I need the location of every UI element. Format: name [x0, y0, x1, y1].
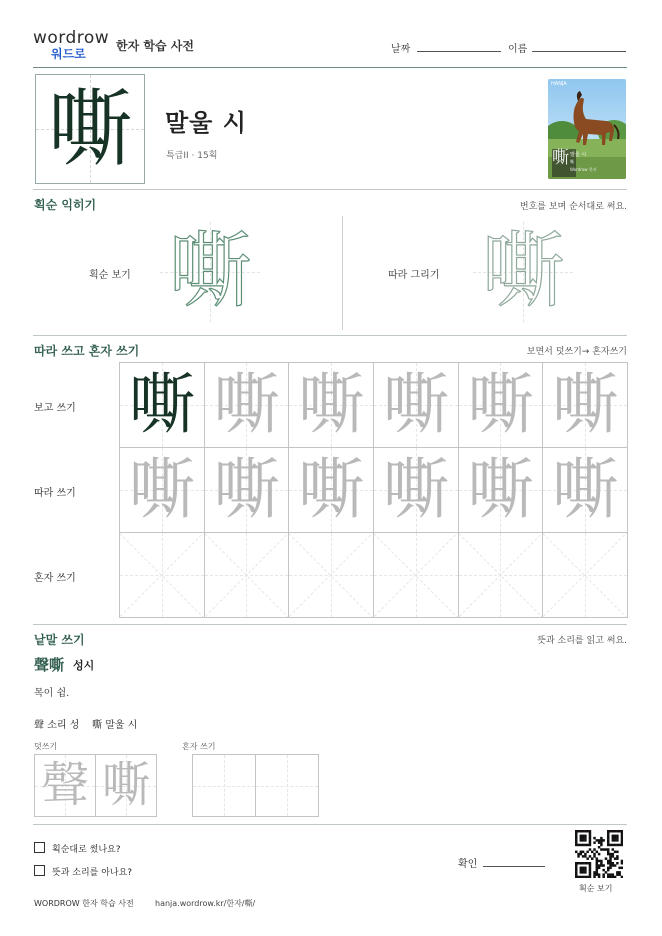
stroke-order-diagram [160, 222, 260, 322]
practice-grid[interactable] [119, 362, 628, 618]
footer-brand: WORDROW 한자 학습 사전 [34, 899, 134, 908]
stroke-section-instruction: 번호를 보며 순서대로 써요. [519, 202, 627, 212]
practice-cell[interactable] [459, 363, 544, 448]
section-divider [33, 624, 627, 625]
word-self-grid[interactable] [192, 754, 319, 817]
trace-hanja: 嘶 [382, 451, 449, 528]
poster-hanja: 嘶 [552, 148, 569, 168]
trace-draw-label: 따라 그리기 [388, 270, 440, 281]
practice-cell[interactable] [543, 363, 628, 448]
practice-cell[interactable] [459, 448, 544, 533]
trace-hanja: 嘶 [481, 224, 564, 319]
word-trace-grid[interactable] [34, 754, 157, 817]
word-meaning: 목이 쉼. [34, 688, 70, 699]
level-strokes: 특급II · 15획 [166, 151, 218, 161]
word-trace-hanja: 聲 [40, 757, 89, 813]
glyph-gloss: 말울 시 [105, 720, 138, 731]
practice-cell[interactable] [543, 448, 628, 533]
practice-cell[interactable] [374, 448, 459, 533]
practice-cell[interactable] [289, 363, 374, 448]
trace-hanja: 嘶 [213, 451, 280, 528]
guide-line [287, 755, 288, 816]
name-field[interactable] [532, 41, 626, 52]
glyph-char: 聲 [34, 720, 44, 731]
glyph-gloss: 소리 성 [47, 720, 80, 731]
logo-korean: 워드로 [51, 47, 86, 61]
practice-cell[interactable] [289, 533, 374, 618]
guide-line [224, 755, 225, 816]
trace-hanja: 嘶 [298, 366, 365, 443]
stroke-view-label: 획순 보기 [89, 270, 131, 281]
word-reading: 성시 [73, 659, 95, 672]
glyph-char: 嘶 [92, 720, 103, 731]
practice-cell[interactable] [374, 533, 459, 618]
trace-draw-area[interactable] [473, 222, 573, 322]
confirm-field[interactable] [483, 856, 545, 867]
stroke-order-hanja: 嘶 [168, 224, 251, 319]
qr-code[interactable] [575, 830, 623, 878]
wordrow-logo [33, 30, 113, 64]
check-label: 뜻과 소리를 아나요? [52, 868, 133, 878]
checkbox[interactable] [34, 842, 45, 853]
trace-hanja: 嘶 [552, 366, 619, 443]
section-divider [33, 189, 627, 190]
row-label-trace: 따라 쓰기 [34, 488, 76, 499]
trace-hanja: 嘶 [298, 451, 365, 528]
word-trace-cell[interactable] [35, 755, 96, 817]
practice-cell[interactable] [205, 448, 290, 533]
check-item-meaning[interactable] [34, 865, 132, 878]
practice-cell[interactable] [120, 448, 205, 533]
row-label-view: 보고 쓰기 [34, 403, 76, 414]
practice-cell[interactable] [543, 533, 628, 618]
trace-hanja: 嘶 [467, 451, 534, 528]
model-hanja: 嘶 [128, 366, 195, 443]
practice-cell[interactable] [205, 363, 290, 448]
horse-illustration [548, 79, 626, 179]
word-self-cell[interactable] [256, 755, 319, 817]
check-item-stroke[interactable] [34, 842, 121, 855]
practice-cell[interactable] [459, 533, 544, 618]
word-hanja: 聲嘶 [34, 656, 65, 674]
check-label: 획순대로 썼나요? [52, 845, 121, 855]
practice-cell[interactable] [374, 363, 459, 448]
trace-hanja: 嘶 [213, 366, 280, 443]
practice-cell[interactable] [205, 533, 290, 618]
meaning-sound: 말울 시 [165, 109, 247, 137]
section-divider [33, 824, 627, 825]
trace-hanja: 嘶 [467, 366, 534, 443]
poster-tag: HANJA [551, 81, 567, 87]
confirm-label: 확인 [458, 859, 478, 870]
header-divider [33, 67, 627, 68]
word-section-title: 낱말 쓰기 [34, 633, 85, 647]
section-divider [33, 335, 627, 336]
word-self-cell[interactable] [193, 755, 256, 817]
word-trace-cell[interactable] [96, 755, 157, 817]
logo-wordmark: wordrow [33, 28, 110, 48]
word-self-label: 혼자 쓰기 [182, 742, 216, 751]
trace-hanja: 嘶 [128, 451, 195, 528]
checkbox[interactable] [34, 865, 45, 876]
glyph-breakdown [34, 716, 137, 731]
word-trace-hanja: 嘶 [101, 757, 150, 813]
poster-subcaption: 嘶 [570, 159, 574, 164]
row-label-self: 혼자 쓰기 [34, 573, 76, 584]
qr-pattern [575, 830, 623, 878]
name-label: 이름 [508, 44, 528, 55]
poster-foot: Wordrow 한자 [570, 167, 597, 172]
word-trace-label: 덧쓰기 [34, 742, 58, 751]
practice-section-title: 따라 쓰고 혼자 쓰기 [34, 344, 140, 358]
date-field[interactable] [417, 41, 501, 52]
qr-label: 획순 보기 [579, 884, 613, 893]
main-hanja: 嘶 [47, 80, 132, 178]
practice-cell[interactable] [289, 448, 374, 533]
practice-cell[interactable] [120, 533, 205, 618]
trace-hanja: 嘶 [552, 451, 619, 528]
main-hanja-box [35, 74, 145, 184]
stroke-divider [342, 216, 343, 330]
date-label: 날짜 [391, 44, 411, 55]
header-title: 한자 학습 사전 [116, 39, 194, 53]
practice-cell[interactable] [120, 363, 205, 448]
poster-caption: 말울 시 [570, 152, 587, 158]
stroke-section-title: 획순 익히기 [34, 198, 97, 212]
trace-hanja: 嘶 [382, 366, 449, 443]
word-section-instruction: 뜻과 소리를 읽고 써요. [537, 636, 627, 646]
practice-section-instruction: 보면서 덧쓰기→ 혼자쓰기 [526, 347, 627, 357]
footer-url[interactable]: hanja.wordrow.kr/한자/嘶/ [155, 899, 256, 908]
